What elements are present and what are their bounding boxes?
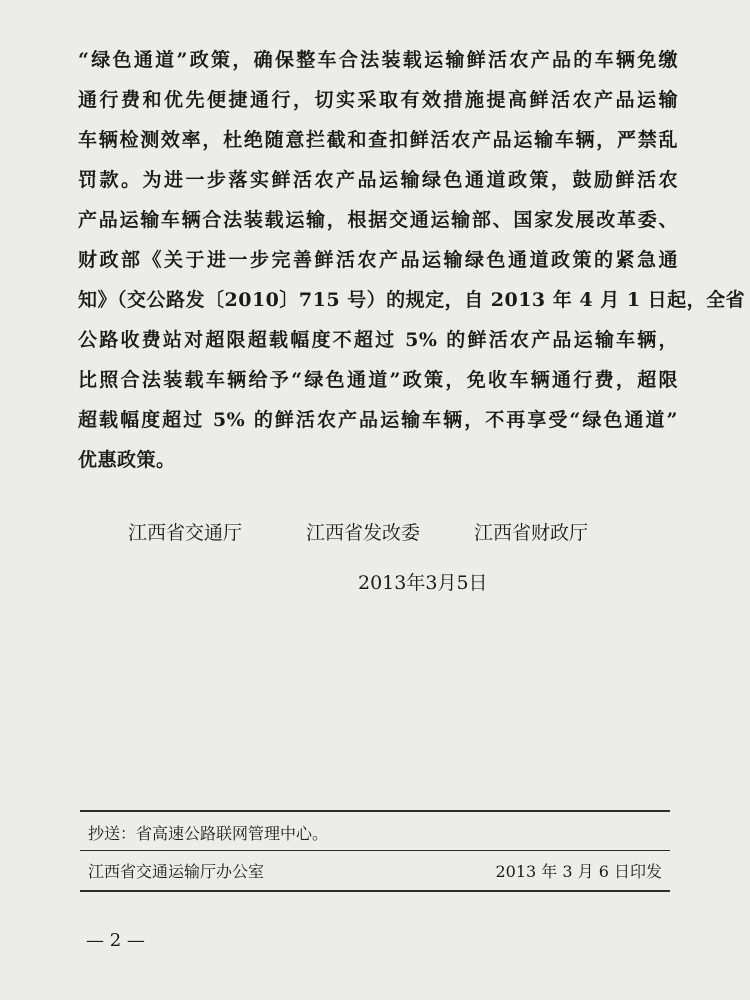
signing-date: 2013年3月5日 (358, 572, 488, 594)
body-line: 超载幅度超过 5% 的鲜活农产品运输车辆，不再享受“绿色通道” (78, 409, 678, 431)
issuing-office: 江西省交通运输厅办公室 (88, 862, 265, 881)
body-line: 公路收费站对超限超载幅度不超过 5% 的鲜活农产品运输车辆， (78, 329, 678, 351)
signer-transport: 江西省交通厅 (128, 522, 243, 544)
body-line: 财政部《关于进一步完善鲜活农产品运输绿色通道政策的紧急通 (78, 249, 678, 271)
body-line: 比照合法装载车辆给予“绿色通道”政策，免收车辆通行费，超限 (78, 369, 678, 391)
body-line: 车辆检测效率，杜绝随意拦截和查扣鲜活农产品运输车辆，严禁乱 (78, 129, 678, 151)
body-paragraph (78, 40, 746, 480)
signer-development-reform: 江西省发改委 (306, 522, 421, 544)
cc-line: 抄送：省高速公路联网管理中心。 (88, 824, 329, 843)
body-line: “绿色通道”政策，确保整车合法装载运输鲜活农产品的车辆免缴 (78, 49, 678, 71)
signer-finance: 江西省财政厅 (474, 522, 589, 544)
page-number: — 2 — (86, 930, 145, 951)
footer-top-rule (80, 810, 670, 812)
body-line: 产品运输车辆合法装载运输，根据交通运输部、国家发展改革委、 (78, 209, 678, 231)
footer-bottom-rule (80, 890, 670, 892)
print-date: 2013 年 3 月 6 日印发 (495, 862, 662, 881)
footer-middle-rule (80, 850, 670, 851)
body-line: 通行费和优先便捷通行，切实采取有效措施提高鲜活农产品运输 (78, 89, 678, 111)
body-line: 罚款。为进一步落实鲜活农产品运输绿色通道政策，鼓励鲜活农 (78, 169, 678, 191)
body-line: 优惠政策。 (78, 449, 176, 471)
body-line: 知》（交公路发〔2010〕715 号）的规定，自 2013 年 4 月 1 日起，全省 (78, 289, 746, 311)
signatory-block (128, 518, 648, 548)
